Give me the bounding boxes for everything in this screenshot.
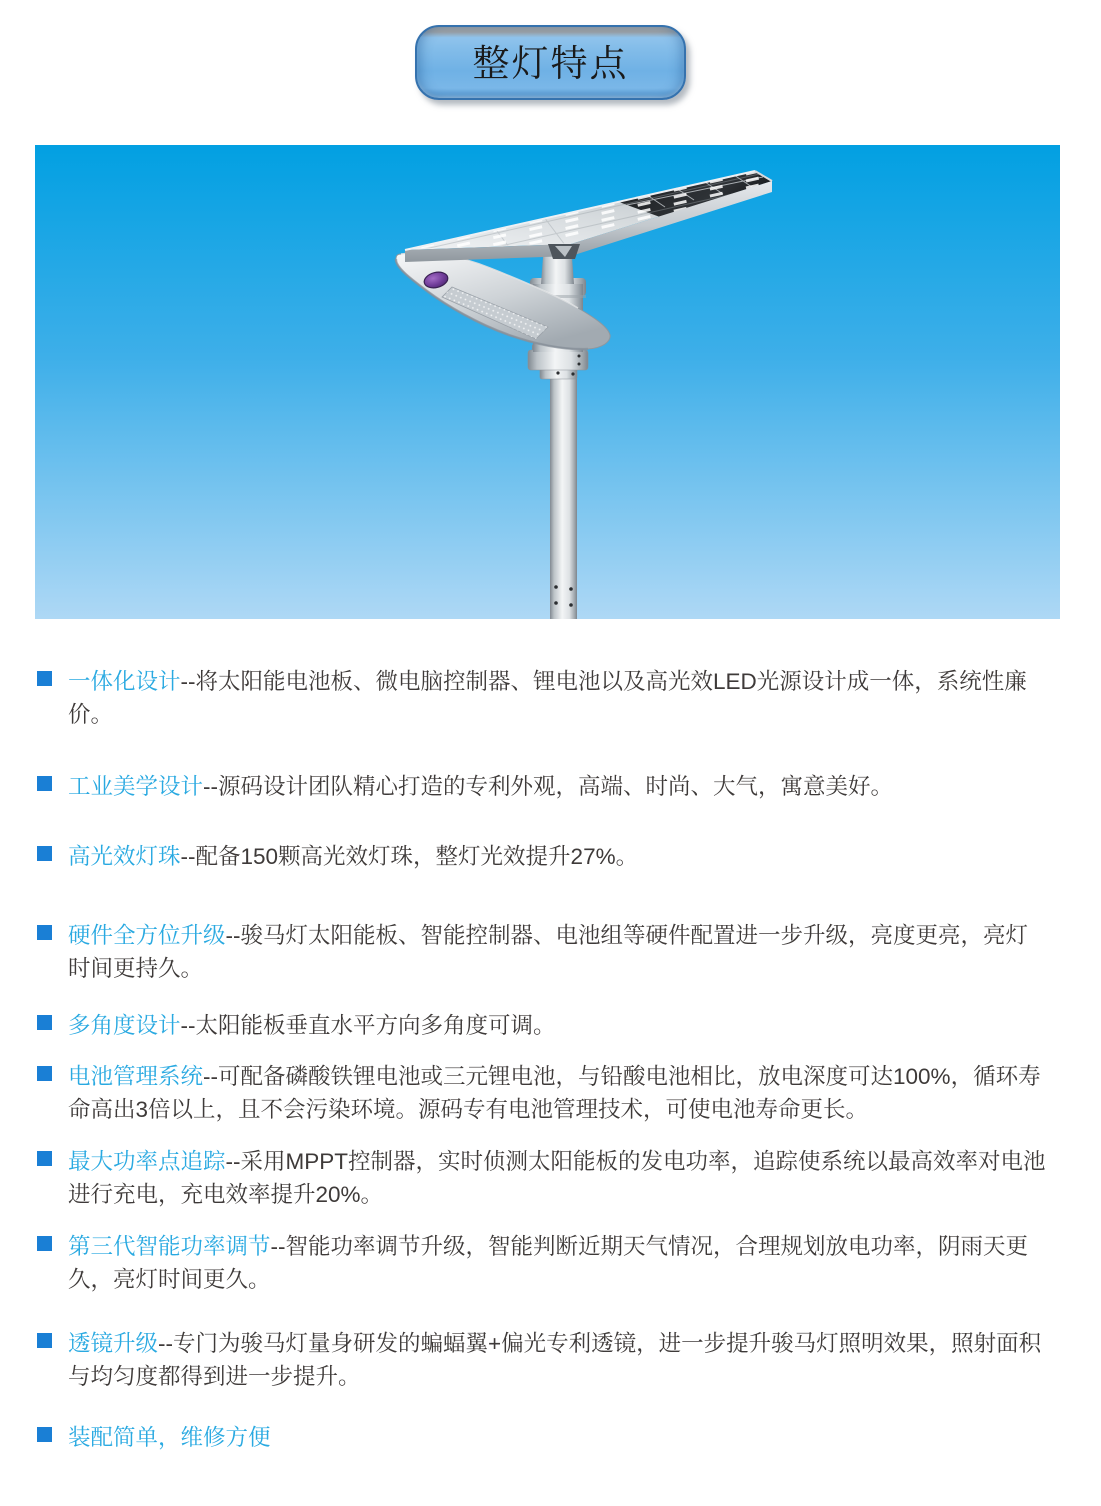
feature-title: 一体化设计 (68, 669, 181, 694)
bullet-square-icon (37, 1333, 52, 1348)
feature-title: 高光效灯珠 (68, 844, 181, 869)
bullet-square-icon (37, 1151, 52, 1166)
feature-description: 配备150颗高光效灯珠，整灯光效提升27%。 (195, 844, 639, 869)
feature-separator: -- (270, 1234, 286, 1259)
sky-background (35, 145, 1060, 619)
feature-item (0, 665, 1101, 731)
feature-item (0, 840, 1101, 873)
features-list (0, 665, 1101, 1454)
section-title-text: 整灯特点 (472, 43, 629, 84)
bullet-square-icon (37, 846, 52, 861)
feature-separator: -- (225, 923, 241, 948)
bullet-square-icon (37, 776, 52, 791)
feature-title: 硬件全方位升级 (68, 923, 226, 948)
feature-title: 透镜升级 (68, 1331, 159, 1356)
feature-description: 源码设计团队精心打造的专利外观，高端、时尚、大气，寓意美好。 (218, 774, 894, 799)
bullet-square-icon (37, 1015, 52, 1030)
section-title-banner (415, 25, 686, 100)
bullet-square-icon (37, 1236, 52, 1251)
feature-description: 可配备磷酸铁锂电池或三元锂电池，与铅酸电池相比，放电深度可达100%，循环寿命高出3倍以上，且不会污染环境。源码专有电池管理技术，可使电池寿命更长。 (68, 1064, 1041, 1122)
feature-separator: -- (203, 1064, 219, 1089)
feature-separator: -- (203, 774, 219, 799)
feature-item (0, 770, 1101, 803)
feature-item (0, 1060, 1101, 1126)
feature-item (0, 919, 1101, 985)
feature-title: 多角度设计 (68, 1013, 181, 1038)
feature-description: 将太阳能电池板、微电脑控制器、锂电池以及高光效LED光源设计成一体，系统性廉价。 (68, 669, 1027, 727)
solar-street-light-photo (35, 145, 1060, 619)
feature-separator: -- (180, 844, 196, 869)
feature-description: 智能功率调节升级，智能判断近期天气情况，合理规划放电功率，阴雨天更久，亮灯时间更久。 (68, 1234, 1029, 1292)
bullet-square-icon (37, 671, 52, 686)
feature-description: 太阳能板垂直水平方向多角度可调。 (195, 1013, 556, 1038)
joint-flange (528, 350, 588, 370)
feature-separator: -- (225, 1149, 241, 1174)
feature-description: 专门为骏马灯量身研发的蝙蝠翼+偏光专利透镜，进一步提升骏马灯照明效果，照射面积与均匀度都得到进一步提升。 (68, 1331, 1042, 1389)
feature-separator: -- (180, 1013, 196, 1038)
feature-title: 工业美学设计 (68, 774, 204, 799)
lamp-pole (550, 373, 577, 619)
feature-separator: -- (180, 669, 196, 694)
feature-description: 采用MPPT控制器，实时侦测太阳能板的发电功率，追踪使系统以最高效率对电池进行充电，充电效率提升20%。 (68, 1149, 1046, 1207)
feature-title: 装配简单，维修方便 (68, 1425, 271, 1450)
feature-item (0, 1009, 1101, 1042)
feature-item (0, 1327, 1101, 1393)
bullet-square-icon (37, 1427, 52, 1442)
feature-title: 第三代智能功率调节 (68, 1234, 271, 1259)
feature-separator: -- (158, 1331, 174, 1356)
bullet-square-icon (37, 1066, 52, 1081)
feature-title: 最大功率点追踪 (68, 1149, 226, 1174)
feature-item (0, 1421, 1101, 1454)
feature-item (0, 1230, 1101, 1296)
hero-image-container (35, 145, 1060, 619)
feature-description: 骏马灯太阳能板、智能控制器、电池组等硬件配置进一步升级，亮度更亮，亮灯时间更持久。 (68, 923, 1029, 981)
feature-title: 电池管理系统 (68, 1064, 204, 1089)
bullet-square-icon (37, 925, 52, 940)
feature-item (0, 1145, 1101, 1211)
